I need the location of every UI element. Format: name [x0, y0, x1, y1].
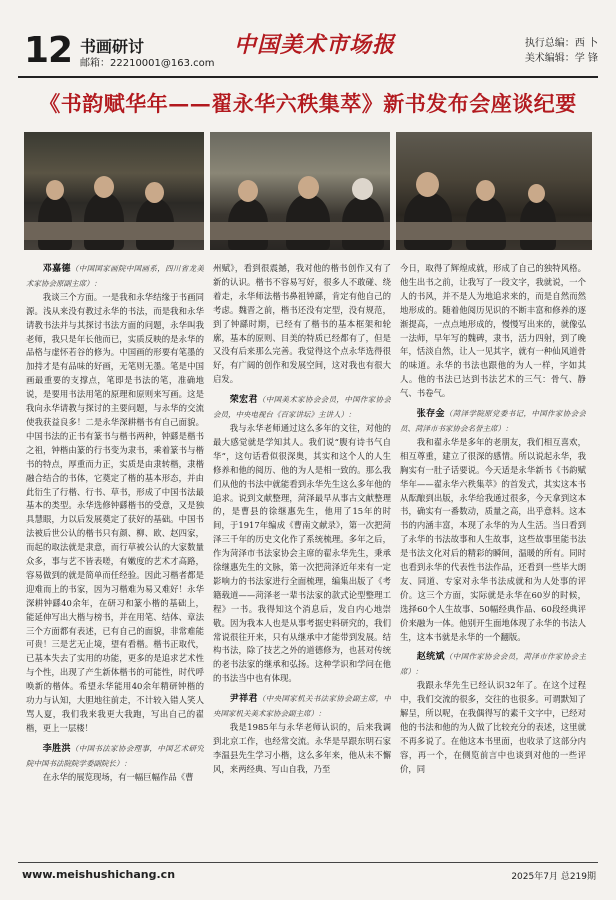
photo-person: [404, 192, 452, 250]
speaker-heading: [400, 650, 586, 679]
photo-person-head: [94, 176, 114, 198]
speaker-title: （菏泽学院原党委书记，中国作家协会会员、菏泽市书家协会名誉主席）：: [400, 409, 586, 433]
website-link[interactable]: www.meishushichang.cn: [22, 868, 176, 881]
header-rule: [18, 76, 598, 78]
speaker-title: （中国作家协会会员，菏泽市作家协会主席）：: [400, 652, 586, 677]
speaker-title: （中国美术家协会会员，中国作家协会会员，中央电视台《百家讲坛》主讲人）：: [213, 395, 391, 420]
event-photo-2: [210, 132, 390, 250]
speaker-heading: [213, 393, 391, 422]
speaker-name: 荣宏君: [229, 395, 258, 406]
photo-person-head: [416, 172, 439, 197]
photo-person-head: [46, 180, 64, 200]
speaker-remarks: 我和翟永华是多年的老朋友，我们相互喜欢，相互尊重，建立了很深的感情。所以说起永华，我胸实有一肚子话要说。今天适是永华新书《书韵赋华年——翟永华六秩集萃》的首发式，其实这本书从酝酿到出版，永华给我通过很多，今天拿到这本书，确实有一番数动，质量之高，出乎意料。这本书的内涵丰富，本现了永华的为人生活。当日看到了永华的书法故事和人生故事，这些故事里能书法是书法文化对后的精彩的瞬间，温暖的所有。同时也看到永华的代表性书法作品，还看到一些毕大朗友、同道、专家对永华书法成就和为人处事的评价。这三个方面，实际就是永华在60岁的时候，选择60个人生故事、50幅经典作品、60段经典评价来融为一体。他别开生面地体现了永华的书法人生，这本书就是永华的一个翻版。: [400, 436, 586, 642]
speaker-name: 赵统斌: [416, 652, 445, 663]
photo-table: [210, 222, 390, 240]
art-editor-line: 美术编辑：学 锋: [524, 53, 598, 64]
photo-person-head: [528, 184, 545, 203]
event-photo-3: [396, 132, 592, 250]
speaker-remarks: 我谈三个方面。一是我和永华结缘于书画同源。浅从来没有教过永华的书法，而是我和永华请教书法并与其探讨书法方面的问题，永华叫我老师，我只是年长他而已，实质反映的是永华的品格与虚怀若谷的修为。中国画的形要有笔墨的加持才是有品味的好画，无笔则无墨。笔是中国画最重要的支撑点，笔即是书法的笔，准确地说，是要用书法用笔的原理和原则来写画。这是我向永华请教与探讨的主要问题，与永华的交流使我获益良多！二是永华深耕楷书有自己面貌。中国书法的正书有篆书与楷书两种，钟繇是楷书之祖，钟楷由篆的行书变为隶书，乘着篆书与楷书的特点，厚重而力正，实质是由隶转楷，隶楷融合结合的书体，它奠定了楷的基本形态，并由此衍生了行楷、行书、草书，形成了中国书法最基本的类型。永华选修钟繇楷书的受意，又是独具慧眼，力以后发展奠定了获好的基础。中国书法被后世公认的楷书只有颜、柳、欧、赵四家，而起的取法就是隶意，而行草被公认的大家数量众多，事与艺不皆表嗟，有嫩度的艺术才高路，容易做到的就是简单而任经验。因此习楷者都是迎难而上的书家，因为习楷难为易又难好！永华深耕钟繇40余年，在研习和篆小楷的基础上，能延伸写出大楷与榜书，并在用笔、结体、章法三个方面都有表述，已有自己的面貌，非常难能可贵！三是艺无止境，望有看楷。楷书正取代，已基本失去了实用的功能，更多的是追求艺术性与个性，出现了产生新体楷书的可能性，时代呼唤新的楷体。希望永华能用40余年精研钟楷的功力与认知，大胆地往前走，不计较入错人笑人骂人夏，我们我来我更大我跑，写出自己的翟楷，更上一层楼！: [26, 291, 204, 733]
speaker-name: 尹祥君: [229, 694, 258, 705]
article-column-2: [213, 262, 391, 777]
speaker-name: 邓嘉德: [42, 264, 71, 274]
speaker-heading: [400, 407, 586, 436]
photo-person-head: [145, 182, 164, 203]
article-column-3: [400, 262, 586, 777]
speaker-title: （中国国家画院中国画系，四川省龙美术家协会原副主席）：: [26, 264, 204, 288]
photo-person-head: [238, 180, 258, 202]
speaker-remarks: 我跟永华先生已经认识32年了。在这个过程中，我们交流的很多，交往的也很多。可谓默知了解呈，所以呢，在我偶得写的素千文字中，已经对他的书法和他的为人做了比较充分的表述，这里就不再多说了。在他这本书里面，也收录了这部分内容，再一个，在侧览前言中也谈到对他的一些评价，同: [400, 680, 586, 774]
page-number: 12: [24, 30, 73, 71]
editor-line: 执行总编：西 卜: [524, 38, 598, 49]
speaker-heading: [26, 262, 204, 291]
photo-person-head: [298, 176, 319, 199]
speaker-title: （中国书法家协会理事，中国艺术研究院中国书法院院学委副院长）：: [26, 743, 204, 768]
event-photo-1: [24, 132, 204, 250]
speaker-name: 张存金: [416, 409, 445, 420]
photo-table: [396, 222, 592, 240]
photo-person-head: [476, 180, 495, 201]
page-header: [0, 0, 616, 71]
photo-table: [24, 222, 204, 240]
continued-remarks: 州赋》，看到很震撼，我对他的楷书创作又有了新的认识。楷书不容易写好，很多人不敢碰、绕着走，永华师法楷书鼻祖钟繇，肯定有他自己的考虑。魏晋之前，楷书还没有定型，没有规范，到了钟繇时期，已经有了楷书的基本框架和轮廓，基本的原则、目美的特质已经都有了，但是又没有后来那么完善。我觉得这个点永华选得很好，有广阔的创作和发展空间，这对我也有很大启发。: [213, 263, 391, 385]
speaker-remarks: 我与永华老师通过这么多年的文往，对他的最大感觉就是学知其人。我们说“腹有诗书气自华”，这句话看似很深奥，其实和这个人的人生修养和他的阅历、他的为人是相一致的。那么我们从他的书法中就能看到永华先生这么多年他的追求。说到文献整理，菏泽最早从事古文献整理的，是曹县的徐继惠先生，他用了15年的时间，于1917年编成《曹南文献录》，第一次把菏泽三千年的历史文化作了系统梳理。多年之后，作为菏泽市书法家协会主席的翟永华先生，秉承徐继惠先生的文脉，第一次把菏泽近年来有一定影响力的书法家进行全面梳理，编集出版了《考籍载道——菏泽老一辈书法家的款式论型整理工程》一书。我得知这个消息后，发自内心地崇敬。因为我本人也是从事考据史料研究的，我们常说很往开来，只有从继承中才能带到发展。结构书法，除了技艺之外的道德修为，也甚对传统的老书法家的继承和弘扬。这种学识和学问在他的书法当中也有体现。: [213, 422, 391, 684]
speaker-remarks: 我是1985年与永华老师认识的，后来我调到北京工作，也经常交流。永华是早跟东明石家李温县先生学习小楷，这么多年来，他从未不懈风，来两经典、写山自我，乃至: [213, 722, 391, 774]
photo-person: [84, 192, 124, 250]
speaker-title: （中央国家机关书法家协会副主席，中央国家机关美术家协会副主席）：: [213, 694, 391, 719]
article-column-1: [26, 262, 204, 785]
article-headline: 《书韵赋华年——翟永华六秩集萃》新书发布会座谈纪要: [39, 91, 577, 116]
issue-info: 2025年7月 总219期: [511, 872, 596, 882]
footer-rule: [18, 862, 598, 863]
continued-remarks: 今日，取得了辉煌成就，形成了自己的独特风格。他生出书之前，让我写了一段文字，我就说，一个人的书风，并不是人为地追求来的，而是自然而然地形成的。随着他阅历见识的不断丰富和修养的逐渐提高，一点点地形成的，慢慢写出来的，就像弘一法师，早年写的魏碑，隶书，活力四射，到了晚年，恬淡自然，让人一见其字，就有一种仙风道骨的味道。永华的书法也跟他的为人一样，字如其人。他的书法已达到书法艺术的三气：骨气、静气、书卷气。: [400, 263, 586, 399]
speaker-name: 李胜洪: [42, 743, 71, 754]
section-title: 书画研讨: [80, 37, 145, 56]
contact-email: 邮箱：22210001@163.com: [80, 58, 215, 69]
masthead-logo: 中国美术市场报: [234, 32, 396, 58]
speaker-heading: [213, 692, 391, 721]
photo-person-head: [352, 178, 373, 200]
speaker-remarks: 在永华的展览现场，有一幅巨幅作品《曹: [42, 771, 194, 782]
speaker-heading: [26, 742, 204, 771]
editor-credits: [525, 36, 598, 66]
